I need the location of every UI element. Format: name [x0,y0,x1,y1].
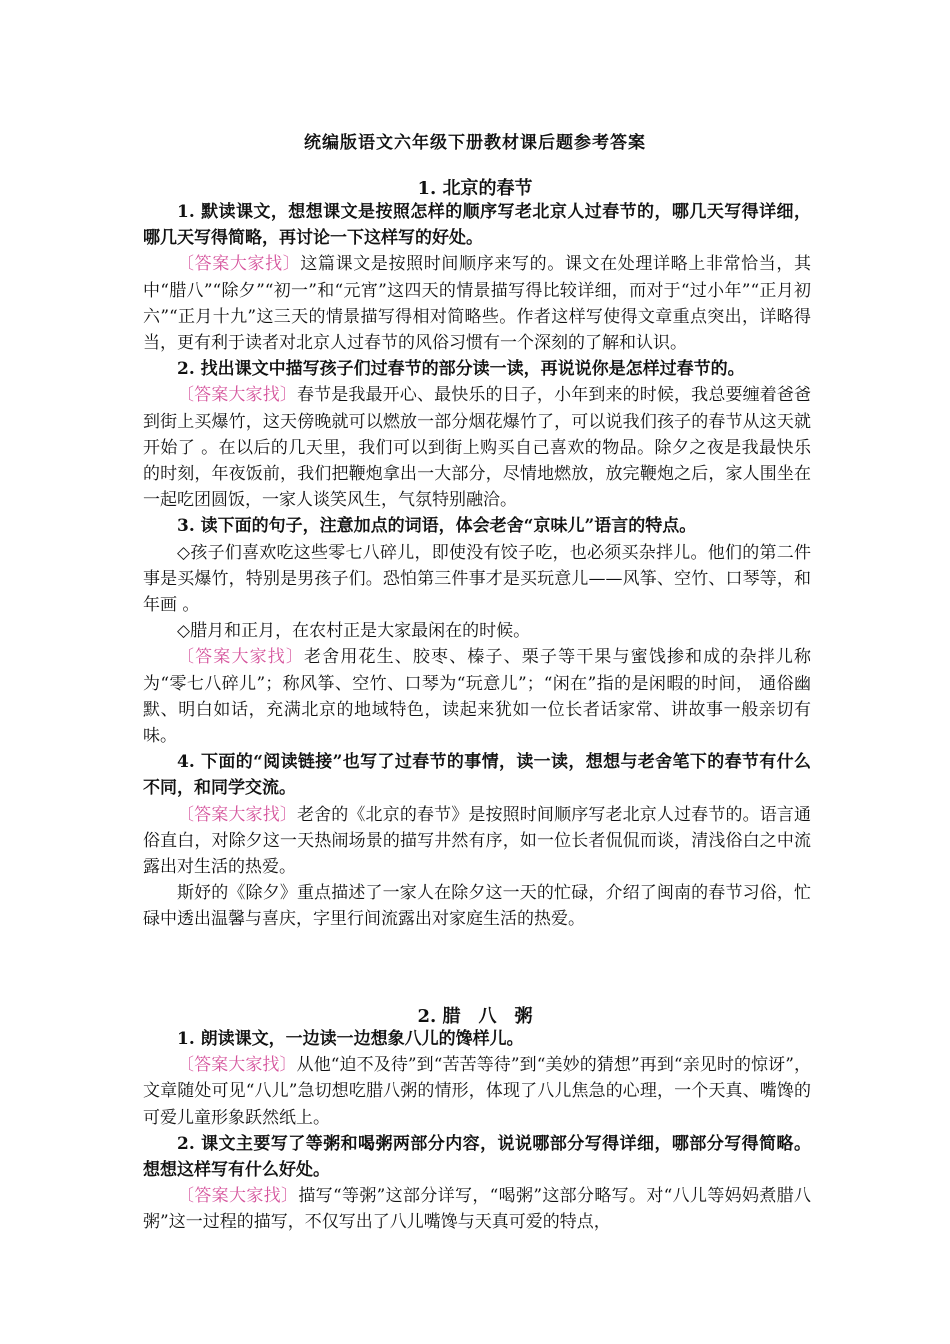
answer-1-text: 这篇课文是按照时间顺序来写的。课文在处理详略上非常恰当，其中“腊八”“除夕”“初一”和“元宵”这四天的情景描写得比较详细，而对于“过小年”“正月初六”“正月十九”这三天的情景描写得相对简略些。作者这样写使得文章重点突出，详略得当，更有利于读者对北京人过春节的风俗习惯有一个深刻的了解和认识。 [143,254,812,354]
answer-1 [143,251,811,356]
answer-tag: 〔答案大家找〕 [177,385,297,406]
question-1: 1. 默读课文，想想课文是按照怎样的顺序写老北京人过春节的，哪几天写得详细，哪几天写得简略，再讨论一下这样写的好处。 [143,202,811,249]
answer-tag: 〔答案大家找〕 [177,254,301,275]
document-title: 统编版语文六年级下册教材课后题参考答案 [304,133,646,153]
answer-4-continued: 斯妤的《除夕》重点描述了一家人在除夕这一天的忙碌，介绍了闽南的春节习俗，忙碌中透出温馨与喜庆，字里行间流露出对家庭生活的热爱。 [143,883,811,930]
answer-tag: 〔答案大家找〕 [177,804,297,825]
answer-2 [143,1183,811,1235]
question-3: 3. 读下面的句子，注意加点的词语，体会老舍“京味儿”语言的特点。 [177,516,697,537]
example-sentence-1: ◇孩子们喜欢吃这些零七八碎儿，即使没有饺子吃，也必须买杂拌儿。他们的第二件事是买爆竹，特别是男孩子们。恐怕第三件事才是买玩意儿——风筝、空竹、口琴等，和年画 。 [143,542,811,616]
answer-tag: 〔答案大家找〕 [177,647,305,668]
answer-2-text: 春节是我最开心、最快乐的日子，小年到来的时候，我总要缠着爸爸到街上买爆竹，这天傍晚就可以燃放一部分烟花爆竹了，可以说我们孩子的春节从这天就开始了 。在以后的几天里，我们可以到街上购买自己喜欢的物品。除夕之夜是我最快乐的时刻，年夜饭前，我们把鞭炮拿出一大部分，尽情地燃放，放完鞭炮之后，家人围坐在一起吃团圆饭，一家人谈笑风生，气氛特别融洽。 [143,385,812,511]
answer-2-text: 描写“等粥”这部分详写，“喝粥”这部分略写。对“八儿等妈妈煮腊八粥”这一过程的描写，不仅写出了八儿嘴馋与天真可爱的特点， [143,1186,811,1233]
lesson-2-body [143,1026,811,1236]
question-1: 1. 朗读课文，一边读一边想象八儿的馋样儿。 [177,1029,524,1049]
lesson-1-title: 1. 北京的春节 [417,178,533,199]
answer-4-text: 老舍的《北京的春节》是按照时间顺序写老北京人过春节的。语言通俗直白，对除夕这一天热闹场景的描写井然有序，如一位长者侃侃而谈，清浅俗白之中流露出对生活的热爱。 [143,804,812,878]
answer-tag: 〔答案大家找〕 [177,1055,297,1076]
answer-2 [143,382,811,513]
lesson-2-title: 2. 腊 八 粥 [417,1006,533,1027]
answer-tag: 〔答案大家找〕 [177,1186,299,1207]
lesson-1-body [143,199,811,933]
answer-3 [143,644,811,749]
answer-3-text: 老舍用花生、胶枣、榛子、栗子等干果与蜜饯掺和成的杂拌儿称为“零七八碎儿”；称风筝、空竹、口琴为“玩意儿”；“闲在”指的是闲暇的时间， 通俗幽默、明白如话，充满北京的地域特色，读起来犹如一位长者话家常、讲故事一般亲切有味。 [143,647,812,747]
example-sentence-2: ◇腊月和正月，在农村正是大家最闲在的时候。 [177,621,531,642]
question-4: 4. 下面的“阅读链接”也写了过春节的事情，读一读，想想与老舍笔下的春节有什么不同，和同学交流。 [143,752,811,799]
question-2: 2. 课文主要写了等粥和喝粥两部分内容，说说哪部分写得详细，哪部分写得简略。想想这样写有什么好处。 [143,1133,811,1181]
answer-4 [143,802,811,881]
question-2: 2. 找出课文中描写孩子们过春节的部分读一读，再说说你是怎样过春节的。 [177,359,745,380]
answer-1-text: 从他“迫不及待”到“苦苦等待”到“美妙的猜想”再到“亲见时的惊讶”，文章随处可见“八儿”急切想吃腊八粥的情形，体现了八儿焦急的心理，一个天真、嘴馋的可爱儿童形象跃然纸上。 [143,1055,811,1128]
answer-1 [143,1052,811,1131]
